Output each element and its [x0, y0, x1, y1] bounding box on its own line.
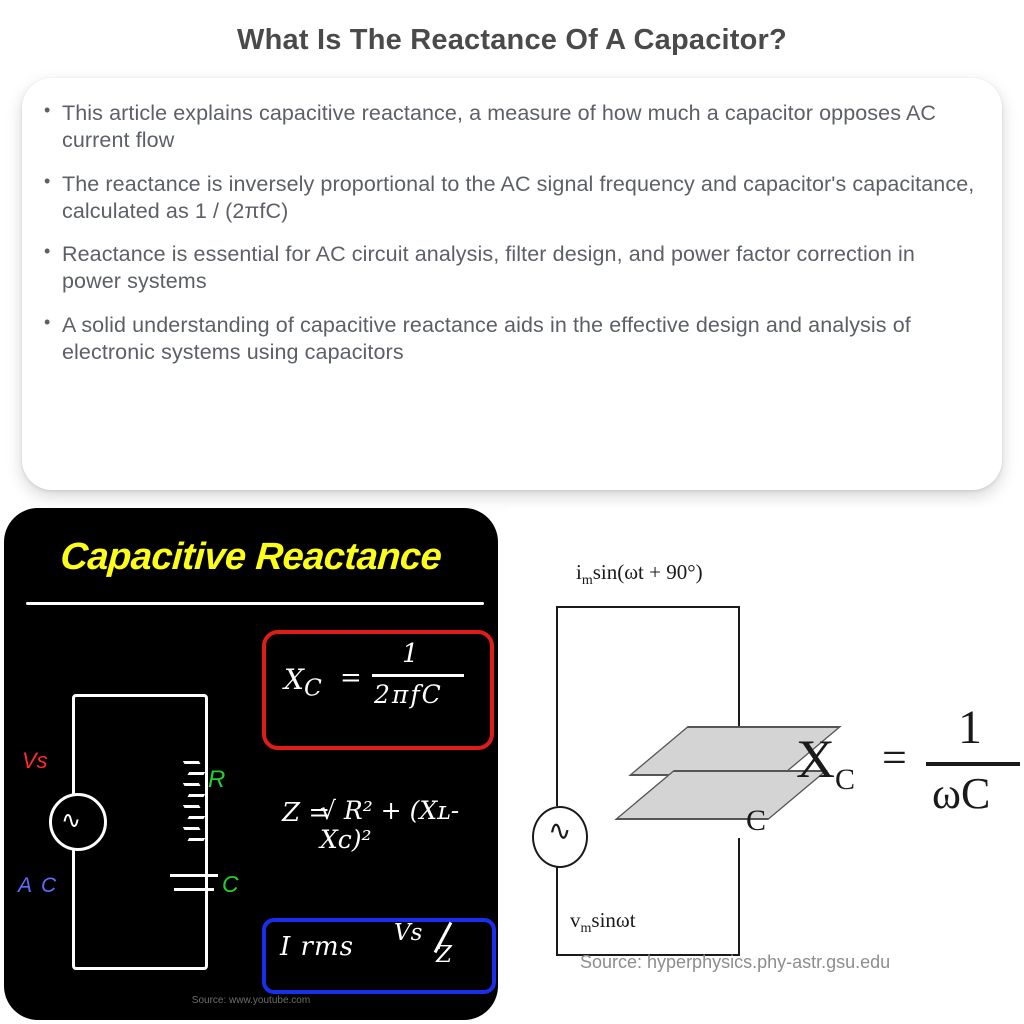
formula-equals-sign: = — [882, 733, 907, 782]
fraction-bar — [372, 674, 464, 677]
formula-denominator: ωC — [932, 769, 991, 818]
current-expression: sin(ωt + 90°) — [592, 560, 703, 584]
voltage-symbol: v — [570, 908, 581, 932]
wire-right-upper — [738, 606, 740, 732]
ac-source-symbol — [532, 806, 588, 868]
list-item: • Reactance is essential for AC circuit analysis, filter design, and power factor correction in power systems — [36, 241, 978, 296]
heading-underline — [26, 602, 484, 605]
ac-label: A C — [18, 874, 59, 897]
wire-top — [556, 606, 740, 608]
page-title: What Is The Reactance Of A Capacitor? — [237, 24, 787, 56]
voltage-expression: sinωt — [591, 908, 636, 932]
capacitor-label: C — [222, 871, 239, 897]
current-symbol: i — [576, 560, 582, 584]
blackboard-heading: Capacitive Reactance — [59, 536, 443, 578]
summary-bullet-list — [36, 100, 978, 382]
voltage-equation-label — [570, 908, 636, 937]
wire-right-lower — [738, 838, 740, 956]
list-item: • A solid understanding of capacitive reactance aids in the effective design and analysis of electronic systems using capacitors — [36, 312, 978, 367]
rms-current-denominator: Z — [436, 942, 452, 968]
summary-card — [22, 78, 1002, 490]
illustration-row — [0, 502, 1024, 1024]
blackboard-illustration — [4, 508, 498, 1020]
rms-current-numerator: Vs — [394, 920, 423, 946]
current-equation-label — [576, 560, 703, 589]
formula-denominator: 2πfC — [374, 680, 443, 709]
sine-wave-glyph: ∿ — [548, 815, 572, 846]
capacitor-label: C — [746, 804, 767, 837]
rms-current-symbol: I rms — [280, 932, 354, 962]
formula-numerator: 1 — [958, 701, 982, 754]
formula-xc-symbol: $X_C$ — [284, 663, 322, 702]
hyperphysics-diagram — [508, 508, 1020, 1020]
impedance-formula-rhs: √ R² + (Xʟ-Xᴄ)² — [320, 796, 460, 854]
voltage-subscript: m — [580, 921, 592, 937]
formula-equals-sign: = — [340, 663, 362, 693]
resistor-label: R — [208, 766, 226, 793]
wire-left-lower — [556, 864, 558, 956]
list-item: • The reactance is inversely proportional to the AC signal frequency and capacitor's capacitance, calculated as 1 / (2πfC) — [36, 171, 978, 226]
capacitor-plate-top — [170, 874, 218, 877]
formula-xc-symbol: $X_C$ — [796, 729, 856, 796]
fraction-bar — [926, 762, 1020, 766]
current-subscript: m — [581, 573, 593, 589]
source-voltage-label: Vs — [22, 748, 48, 773]
sine-wave-glyph: ∿ — [61, 807, 82, 834]
resistor-symbol — [186, 761, 202, 831]
ac-source-symbol — [49, 793, 107, 851]
blackboard-source-caption: Source: www.youtube.com — [191, 995, 311, 1006]
capacitor-plate-bottom — [174, 888, 214, 891]
formula-numerator: 1 — [402, 639, 419, 669]
wire-left-upper — [556, 606, 558, 806]
hyperphysics-source-caption: Source: hyperphysics.phy-astr.gsu.edu — [580, 952, 891, 972]
impedance-formula-lhs: Z = — [282, 798, 331, 828]
list-item: • This article explains capacitive reactance, a measure of how much a capacitor opposes AC current flow — [36, 100, 978, 155]
